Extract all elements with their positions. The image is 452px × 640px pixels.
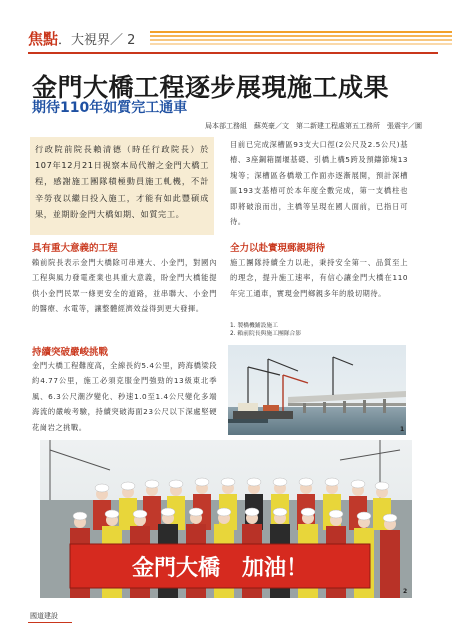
- right-intro-paragraph: 目前已完成深槽區93支大口徑(2公尺及2.5公尺)基樁、3座鋼箱圍堰基礎、引橋上構5跨及預鑄節塊13塊等；深槽區各橋墩工作面亦逐漸展開，預計深槽區193支基樁可於本年度全數完成，第一支橋柱也即將破浪而出，主橋等呈現在國人面前，已指日可待。: [230, 140, 408, 227]
- footer-publication: 國道建設: [30, 612, 58, 620]
- section-heading-1: 具有重大意義的工程: [32, 243, 118, 254]
- caption-1: 1. 製橋機鋪設施工: [230, 323, 278, 329]
- header-rule: [28, 52, 438, 54]
- article-subtitle: 期待110年如質完工通車: [32, 100, 188, 116]
- section-header: [28, 30, 135, 50]
- banner-text: 金門大橋 加油！: [131, 555, 309, 581]
- section-heading-2: 持續突破嚴峻挑戰: [32, 347, 109, 358]
- caption-2: 2. 賴前院長與施工團隊合影: [230, 331, 302, 337]
- header-decoration: [150, 30, 452, 48]
- group-photo-illustration: [40, 440, 412, 598]
- group-photo: [40, 440, 412, 598]
- article-title: 金門大橋工程逐步展現施工成果: [32, 73, 390, 102]
- section-label: 焦點: [28, 30, 59, 48]
- footer-rule: [28, 622, 72, 623]
- photo-number-2: 2: [403, 588, 408, 595]
- section-heading-3: 全力以赴實現郵親期待: [230, 243, 326, 254]
- byline: 局本部工務組 蘇英豪／文 第二新建工程處第五工務所 張震宇／圖: [205, 122, 422, 130]
- bridge-construction-illustration: [228, 345, 406, 435]
- lead-paragraph: 行政院前院長賴清德（時任行政院長）於107年12月21日視察本局代辦之金門大橋工程，感謝施工團隊積極動員施工軋機，不計辛勞夜以繼日投入施工，才能有如此豐碩成果，並期盼金門大橋如期、如質完工。: [30, 137, 214, 235]
- section-body-3: 施工團隊持續全力以赴，秉持安全第一、品質至上的理念，提升施工速率，有信心讓金門大橋在110年完工通車，實現金門鄉親多年的殷切期待。: [230, 258, 408, 298]
- section-body-2: 金門大橋工程難度高，全線長約5.4公里，跨海橋梁段約4.77公里，施工必須克服金門強勁的13級東北季風、6.3公尺潮汐變化、秒速1.0至1.4公尺變化多端海流的嚴峻考驗，持續突破海面23公尺以下深處堅硬花崗岩之挑戰。: [32, 361, 217, 432]
- section-body-1: 賴前院長表示金門大橋除可串連大、小金門，對國內工程與風力發電產業也具重大意義，盼金門大橋能提供小金門民眾一條更安全的道路，並串聯大、小金門的醫療、水電等，讓整體經濟效益得到更大發揮。: [32, 258, 217, 314]
- photo-number-1: 1: [400, 426, 405, 433]
- bridge-construction-photo: [228, 345, 406, 435]
- section-subtitle: ．大視界／ 2: [58, 33, 136, 48]
